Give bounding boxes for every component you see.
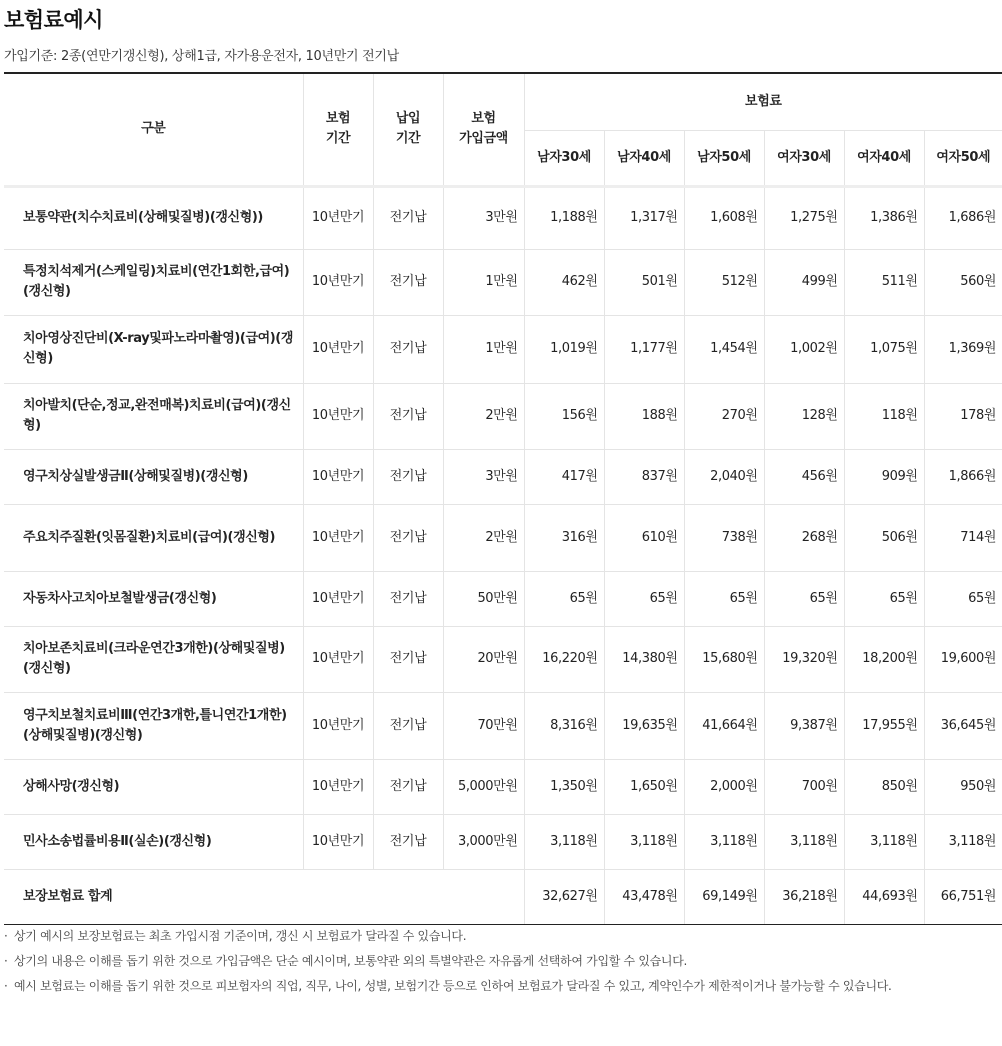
premium-cell: 128원 [764, 383, 844, 449]
header-group: 여자30세 [764, 130, 844, 186]
table-row [4, 186, 1002, 249]
header-payment-period-text: 납입 기간 [395, 111, 421, 146]
premium-cell: 3,118원 [684, 814, 764, 869]
premium-cell: 65원 [924, 571, 1002, 626]
header-insurance-period-text: 보험 기간 [325, 111, 351, 146]
payment-period-cell: 전기납 [373, 626, 443, 692]
header-insurance-period [303, 73, 373, 186]
subscription-criteria: 가입기준: 2종(연만기갱신형), 상해1급, 자가용운전자, 10년만기 전기납 [4, 49, 399, 64]
payment-period-cell: 전기납 [373, 383, 443, 449]
table-row [4, 759, 1002, 814]
premium-cell: 156원 [524, 383, 604, 449]
premium-example-table [4, 72, 1002, 925]
premium-cell: 268원 [764, 504, 844, 571]
premium-cell: 41,664원 [684, 692, 764, 759]
table-row [4, 315, 1002, 383]
insurance-period-cell: 10년만기 [303, 504, 373, 571]
payment-period-cell: 전기납 [373, 692, 443, 759]
premium-cell: 316원 [524, 504, 604, 571]
insurance-period-cell: 10년만기 [303, 626, 373, 692]
note-text: 상기의 내용은 이해를 돕기 위한 것으로 가입금액은 단순 예시이며, 보통약관 외의 특별약관은 자유롭게 선택하여 가입할 수 있습니다. [14, 954, 688, 968]
premium-cell: 19,600원 [924, 626, 1002, 692]
note-item [4, 977, 1000, 995]
premium-cell: 1,275원 [764, 186, 844, 249]
premium-cell: 501원 [604, 249, 684, 315]
insurance-period-cell: 10년만기 [303, 383, 373, 449]
page-title: 보험료예시 [4, 8, 103, 32]
premium-cell: 499원 [764, 249, 844, 315]
insurance-period-cell: 10년만기 [303, 571, 373, 626]
coverage-name-cell: 자동차사고치아보철발생금(갱신형) [4, 571, 303, 626]
header-group: 남자50세 [684, 130, 764, 186]
premium-cell: 1,650원 [604, 759, 684, 814]
premium-cell: 118원 [844, 383, 924, 449]
note-bullet: · [4, 979, 8, 993]
note-bullet: · [4, 929, 8, 943]
note-text: 예시 보험료는 이해를 돕기 위한 것으로 피보험자의 직업, 직무, 나이, 성별, 보험기간 등으로 인하여 보험료가 달라질 수 있고, 계약인수가 제한적이거나 불가능할 수 있습니다. [14, 979, 892, 993]
note-bullet: · [4, 954, 8, 968]
coverage-amount-cell: 5,000만원 [443, 759, 524, 814]
total-premium-cell: 69,149원 [684, 869, 764, 924]
premium-cell: 3,118원 [604, 814, 684, 869]
premium-cell: 700원 [764, 759, 844, 814]
payment-period-cell: 전기납 [373, 571, 443, 626]
insurance-period-cell: 10년만기 [303, 692, 373, 759]
total-premium-cell: 32,627원 [524, 869, 604, 924]
premium-cell: 65원 [684, 571, 764, 626]
premium-cell: 270원 [684, 383, 764, 449]
table-row [4, 814, 1002, 869]
total-row [4, 869, 1002, 924]
total-premium-cell: 36,218원 [764, 869, 844, 924]
header-payment-period [373, 73, 443, 186]
premium-cell: 19,320원 [764, 626, 844, 692]
payment-period-cell: 전기납 [373, 449, 443, 504]
total-premium-cell: 43,478원 [604, 869, 684, 924]
premium-cell: 909원 [844, 449, 924, 504]
header-group: 남자30세 [524, 130, 604, 186]
coverage-name-cell: 주요치주질환(잇몸질환)치료비(급여)(갱신형) [4, 504, 303, 571]
coverage-amount-cell: 20만원 [443, 626, 524, 692]
premium-cell: 1,686원 [924, 186, 1002, 249]
table-row [4, 692, 1002, 759]
coverage-amount-cell: 50만원 [443, 571, 524, 626]
coverage-name-cell: 민사소송법률비용Ⅱ(실손)(갱신형) [4, 814, 303, 869]
total-premium-cell: 44,693원 [844, 869, 924, 924]
premium-cell: 15,680원 [684, 626, 764, 692]
payment-period-cell: 전기납 [373, 504, 443, 571]
coverage-amount-cell: 2만원 [443, 383, 524, 449]
note-item [4, 952, 1000, 970]
premium-cell: 1,075원 [844, 315, 924, 383]
total-label: 보장보험료 합계 [4, 869, 524, 924]
coverage-name-cell: 상해사망(갱신형) [4, 759, 303, 814]
premium-cell: 1,866원 [924, 449, 1002, 504]
premium-cell: 9,387원 [764, 692, 844, 759]
premium-cell: 16,220원 [524, 626, 604, 692]
header-coverage-amount [443, 73, 524, 186]
total-premium-cell: 66,751원 [924, 869, 1002, 924]
coverage-amount-cell: 2만원 [443, 504, 524, 571]
premium-cell: 3,118원 [524, 814, 604, 869]
premium-cell: 14,380원 [604, 626, 684, 692]
premium-cell: 1,317원 [604, 186, 684, 249]
payment-period-cell: 전기납 [373, 315, 443, 383]
header-category: 구분 [4, 73, 303, 186]
note-item [4, 927, 1000, 945]
premium-cell: 1,369원 [924, 315, 1002, 383]
premium-cell: 18,200원 [844, 626, 924, 692]
payment-period-cell: 전기납 [373, 759, 443, 814]
table-row [4, 449, 1002, 504]
premium-cell: 1,386원 [844, 186, 924, 249]
header-group: 여자40세 [844, 130, 924, 186]
coverage-name-cell: 영구치상실발생금Ⅱ(상해및질병)(갱신형) [4, 449, 303, 504]
premium-cell: 714원 [924, 504, 1002, 571]
premium-cell: 417원 [524, 449, 604, 504]
premium-cell: 1,350원 [524, 759, 604, 814]
premium-cell: 65원 [844, 571, 924, 626]
coverage-amount-cell: 1만원 [443, 315, 524, 383]
coverage-amount-cell: 1만원 [443, 249, 524, 315]
premium-cell: 19,635원 [604, 692, 684, 759]
premium-cell: 3,118원 [924, 814, 1002, 869]
note-text: 상기 예시의 보장보험료는 최초 가입시점 기준이며, 갱신 시 보험료가 달라질 수 있습니다. [14, 929, 467, 943]
premium-cell: 512원 [684, 249, 764, 315]
premium-cell: 36,645원 [924, 692, 1002, 759]
coverage-name-cell: 보통약관(치수치료비(상해및질병)(갱신형)) [4, 186, 303, 249]
table-row [4, 504, 1002, 571]
premium-cell: 511원 [844, 249, 924, 315]
premium-cell: 837원 [604, 449, 684, 504]
insurance-period-cell: 10년만기 [303, 315, 373, 383]
table-row [4, 249, 1002, 315]
coverage-amount-cell: 3만원 [443, 186, 524, 249]
coverage-name-cell: 특정치석제거(스케일링)치료비(연간1회한,급여)(갱신형) [4, 249, 303, 315]
insurance-period-cell: 10년만기 [303, 186, 373, 249]
insurance-period-cell: 10년만기 [303, 449, 373, 504]
insurance-period-cell: 10년만기 [303, 759, 373, 814]
coverage-amount-cell: 70만원 [443, 692, 524, 759]
insurance-period-cell: 10년만기 [303, 249, 373, 315]
premium-cell: 850원 [844, 759, 924, 814]
premium-cell: 1,019원 [524, 315, 604, 383]
coverage-name-cell: 영구치보철치료비Ⅲ(연간3개한,틀니연간1개한)(상해및질병)(갱신형) [4, 692, 303, 759]
premium-cell: 738원 [684, 504, 764, 571]
payment-period-cell: 전기납 [373, 814, 443, 869]
coverage-name-cell: 치아영상진단비(X-ray및파노라마촬영)(급여)(갱신형) [4, 315, 303, 383]
table-row [4, 383, 1002, 449]
premium-cell: 3,118원 [764, 814, 844, 869]
premium-cell: 506원 [844, 504, 924, 571]
coverage-amount-cell: 3,000만원 [443, 814, 524, 869]
insurance-period-cell: 10년만기 [303, 814, 373, 869]
premium-cell: 456원 [764, 449, 844, 504]
header-group: 여자50세 [924, 130, 1002, 186]
premium-cell: 610원 [604, 504, 684, 571]
premium-cell: 2,040원 [684, 449, 764, 504]
premium-cell: 3,118원 [844, 814, 924, 869]
coverage-name-cell: 치아발치(단순,정교,완전매복)치료비(급여)(갱신형) [4, 383, 303, 449]
premium-cell: 2,000원 [684, 759, 764, 814]
premium-cell: 17,955원 [844, 692, 924, 759]
premium-cell: 65원 [604, 571, 684, 626]
payment-period-cell: 전기납 [373, 249, 443, 315]
premium-cell: 1,188원 [524, 186, 604, 249]
premium-cell: 1,454원 [684, 315, 764, 383]
header-coverage-amount-text: 보험 가입금액 [459, 111, 508, 146]
premium-cell: 1,608원 [684, 186, 764, 249]
table-row [4, 571, 1002, 626]
header-premium: 보험료 [524, 73, 1002, 130]
coverage-amount-cell: 3만원 [443, 449, 524, 504]
premium-cell: 560원 [924, 249, 1002, 315]
premium-cell: 1,177원 [604, 315, 684, 383]
premium-cell: 65원 [764, 571, 844, 626]
premium-cell: 462원 [524, 249, 604, 315]
header-group: 남자40세 [604, 130, 684, 186]
premium-cell: 65원 [524, 571, 604, 626]
premium-cell: 950원 [924, 759, 1002, 814]
premium-cell: 8,316원 [524, 692, 604, 759]
table-row [4, 626, 1002, 692]
coverage-name-cell: 치아보존치료비(크라운연간3개한)(상해및질병)(갱신형) [4, 626, 303, 692]
premium-cell: 178원 [924, 383, 1002, 449]
premium-cell: 188원 [604, 383, 684, 449]
notes-list [4, 927, 1000, 1002]
premium-cell: 1,002원 [764, 315, 844, 383]
payment-period-cell: 전기납 [373, 186, 443, 249]
